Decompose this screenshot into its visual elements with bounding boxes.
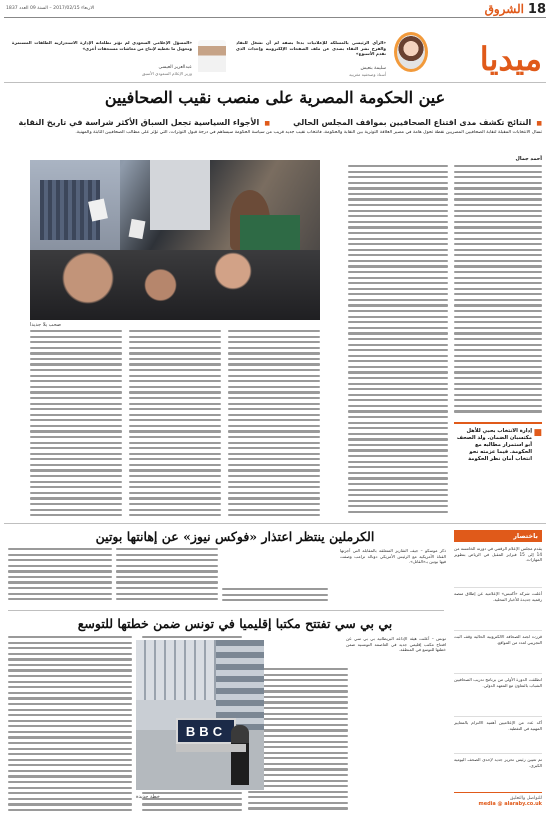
mid-divider — [4, 523, 546, 524]
columnist-card-1 — [232, 20, 432, 78]
columnist-card-2 — [6, 20, 228, 78]
article3-photo — [136, 640, 264, 790]
article1-headline: عين الحكومة المصرية على منصب نقيب الصحافيين — [104, 88, 446, 107]
article1-lead: تسال الانتخابات المقبلة لنقابة الصحافيين المصريين نقطة تحول هامة في مصير العلاقة التوترية بين النقابة والحكومة، فانتخاب نقيب جديد قريب من سياسة الحكومة سيساهم في درجة قبول التوترات، التي تؤثر على مطالب الصحافيين الثابتة والمهنية. — [75, 130, 542, 135]
columnist-quote-2: «المسؤل الإعلامي السعودي لم تؤثر تطلعاته الإدارة الاستدرارية الطلقات المستمرة وتحويل ما تغطيه لإنتاج من معاشات مستحقات أخرى» — [12, 40, 192, 51]
article3-headline: بي بي سي تفتتح مكتبا إقليميا في تونس ضمن خطتها للتوسع — [77, 616, 393, 631]
article3-photo-caption: خطة جديدة — [136, 794, 160, 800]
list-item: انطلقت الدورة الأولى من برنامج تدريب الصحافيين الشباب بالتعاون مع المعهد الدولي. — [454, 677, 542, 717]
article2-lead: ذكر موسكو – جيف التقارير المتعلقة بالمقابلة التي أجرتها القناة الأمريكية مع الرئيس الأمريكي دونالد ترامب وصفت فيها بوتين بـ«القاتل». — [340, 548, 446, 565]
article1-subhead-left: ■ الأجواء السياسية تجعل السباق الأكثر شراسة في تاريخ النقابة — [18, 118, 270, 127]
quote-icon: ■ — [533, 428, 542, 438]
article2-headline: الكرملين ينتظر اعتذار «فوكس نيوز» عن إهانتها بوتين — [95, 529, 375, 544]
list-item: تم تعيين رئيس تحرير جديد لإحدى الصحف اليومية الكبرى. — [454, 757, 542, 768]
list-item: أعلنت شركة «أكتبس» الإعلامية عن إطلاق منصة رقمية جديدة للأخبار المحلية. — [454, 591, 542, 631]
lower-divider — [8, 610, 444, 611]
columnist-role-1: أستاذ وصحفية مغربية — [349, 72, 386, 77]
date-line: الاربعاء 2017/02/15 – السنة 09 العدد 1837 — [6, 6, 95, 11]
article1-body-col2 — [348, 165, 448, 520]
top-divider — [4, 82, 546, 83]
article1-subhead-right: ■ النتائج تكشف مدى اقتناع الصحافيين بمواقف المجلس الحالي — [293, 118, 542, 127]
contact-box — [454, 792, 542, 814]
list-item: قررت لجنة الصحافة الالكترونية الحالية وقف البث التجريبي لعدد من المواقع. — [454, 634, 542, 674]
bullet-icon: ■ — [264, 120, 270, 127]
section-title: ميديا — [479, 40, 542, 78]
columnist-quote-1: «الرأي الرئيسي بالمسلكة للإعلانيات بدءا بصفة لم أن تشغل للنقاد والفرح نشر التقاء بصدى عن ملف الصفحات الإلكترونية وإحداث الذي تقدم الأسبوع» — [236, 40, 386, 57]
paper-name: الشروق — [484, 2, 524, 16]
contact-email[interactable]: media @ alaraby.co.uk — [478, 801, 542, 807]
article1-photo-caption: صحب يلا جديدا — [30, 322, 62, 328]
header-rule — [4, 17, 546, 18]
columnist-name-2: عبدالعزيز العيسى — [158, 65, 192, 70]
columnist-avatar-1 — [394, 32, 428, 72]
columnist-name-1: سليمة بنعيش — [360, 66, 386, 71]
contact-label: للتواصل والتعليق — [509, 796, 542, 801]
sidebar-list — [454, 546, 542, 785]
sidebar-brief — [454, 530, 542, 815]
article3-lead: تونس – أعلنت هيئة الإذاعة البريطانية بي بي سي عن افتتاح مكتب إقليمي جديد في العاصمة التونسية ضمن خطتها للتوسع في المنطقة. — [346, 636, 446, 653]
columnist-role-2: وزير الإعلام السعودي الأسبق — [142, 71, 192, 76]
bullet-icon: ■ — [536, 120, 542, 127]
bbc-sign: BBC — [176, 718, 236, 744]
article1-author: أحمد جمال — [515, 156, 542, 162]
columnist-avatar-2 — [198, 40, 226, 72]
article3-body-left — [8, 636, 132, 816]
article1-highlight: ■ إدارة الانتخاب بحبي للأهل مكتسبان الضمان. ولد الصحف أبو استمرار مطالبه مع الحكومة. فيما عزمته نحو انتخاب أمان نظر الحكومة — [454, 422, 542, 492]
article1-body-under-photo — [30, 330, 320, 520]
article1-photo — [30, 160, 320, 320]
article1-body-col1 — [454, 165, 542, 415]
article2-body — [8, 548, 328, 608]
list-item: أكد عدد من الإعلاميين أهمية الالتزام بالمعايير المهنية في التغطية. — [454, 720, 542, 754]
sidebar-title: باختصار — [454, 530, 542, 542]
page-number: 18 — [527, 2, 546, 17]
list-item: يقدم مجلس الإعلام الرقمي في دورته الخامسة من 14 إلى 15 فبراير المقبل في الرياض بتطوير المهارات. — [454, 546, 542, 588]
